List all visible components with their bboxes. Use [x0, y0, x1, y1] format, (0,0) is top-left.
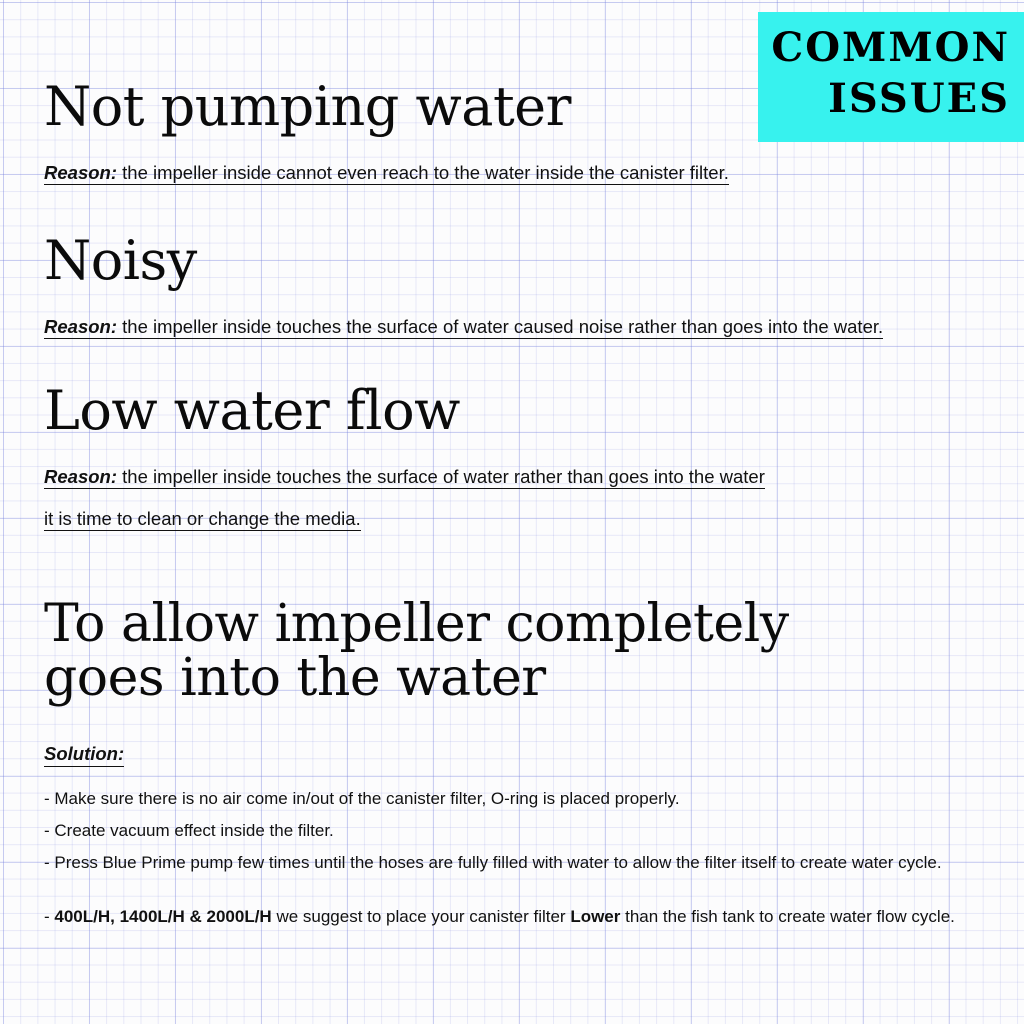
list-spacer	[44, 879, 955, 901]
reason-text: the impeller inside touches the surface of water caused noise rather than goes into the water.	[122, 316, 884, 337]
list-item: - Create vacuum effect inside the filter.	[44, 821, 334, 840]
list-item: - Press Blue Prime pump few times until the hoses are fully filled with water to allow the filter itself to create water cycle.	[44, 853, 942, 872]
note-bold-models: 400L/H, 1400L/H & 2000L/H	[54, 907, 272, 926]
section-heading: Not pumping water	[44, 75, 571, 138]
section-not-pumping-water	[44, 75, 729, 188]
solution-label-wrap	[44, 743, 955, 767]
badge-line-1: COMMON	[771, 24, 1010, 71]
section-low-water-flow	[44, 379, 765, 534]
reason-row-continued	[44, 504, 765, 534]
reason-row	[44, 462, 765, 492]
section-heading: Low water flow	[44, 379, 460, 442]
solution-heading-line-2: goes into the water	[44, 648, 546, 708]
reason-label: Reason:	[44, 316, 117, 337]
reason-text-line2: it is time to clean or change the media.	[44, 508, 361, 529]
reason-label: Reason:	[44, 466, 117, 487]
section-noisy	[44, 229, 884, 342]
list-item: - Make sure there is no air come in/out of the canister filter, O-ring is placed properly.	[44, 789, 680, 808]
note-suffix: than the fish tank to create water flow cycle.	[620, 907, 955, 926]
reason-row	[44, 158, 729, 188]
section-heading: Noisy	[44, 229, 197, 292]
reason-text: the impeller inside cannot even reach to the water inside the canister filter.	[122, 162, 729, 183]
reason-underlined-text	[44, 466, 765, 489]
reason-row	[44, 312, 883, 342]
note-bold-lower: Lower	[570, 907, 621, 926]
solution-bullet-list	[44, 783, 955, 933]
badge-line-2: ISSUES	[828, 75, 1010, 122]
reason-underlined-text	[44, 162, 729, 185]
section-solution	[44, 594, 955, 933]
note-mid: we suggest to place your canister filter	[271, 907, 571, 926]
note-prefix: -	[44, 907, 55, 926]
reason-text: the impeller inside touches the surface of water rather than goes into the water	[122, 466, 765, 487]
reason-label: Reason:	[44, 162, 117, 183]
reason-underlined-text	[44, 316, 883, 339]
reason-underlined-text-line2	[44, 508, 361, 531]
list-item-note	[44, 901, 955, 933]
solution-label: Solution:	[44, 743, 124, 767]
common-issues-badge	[758, 12, 1024, 142]
solution-heading-line-1: To allow impeller completely	[44, 594, 789, 654]
